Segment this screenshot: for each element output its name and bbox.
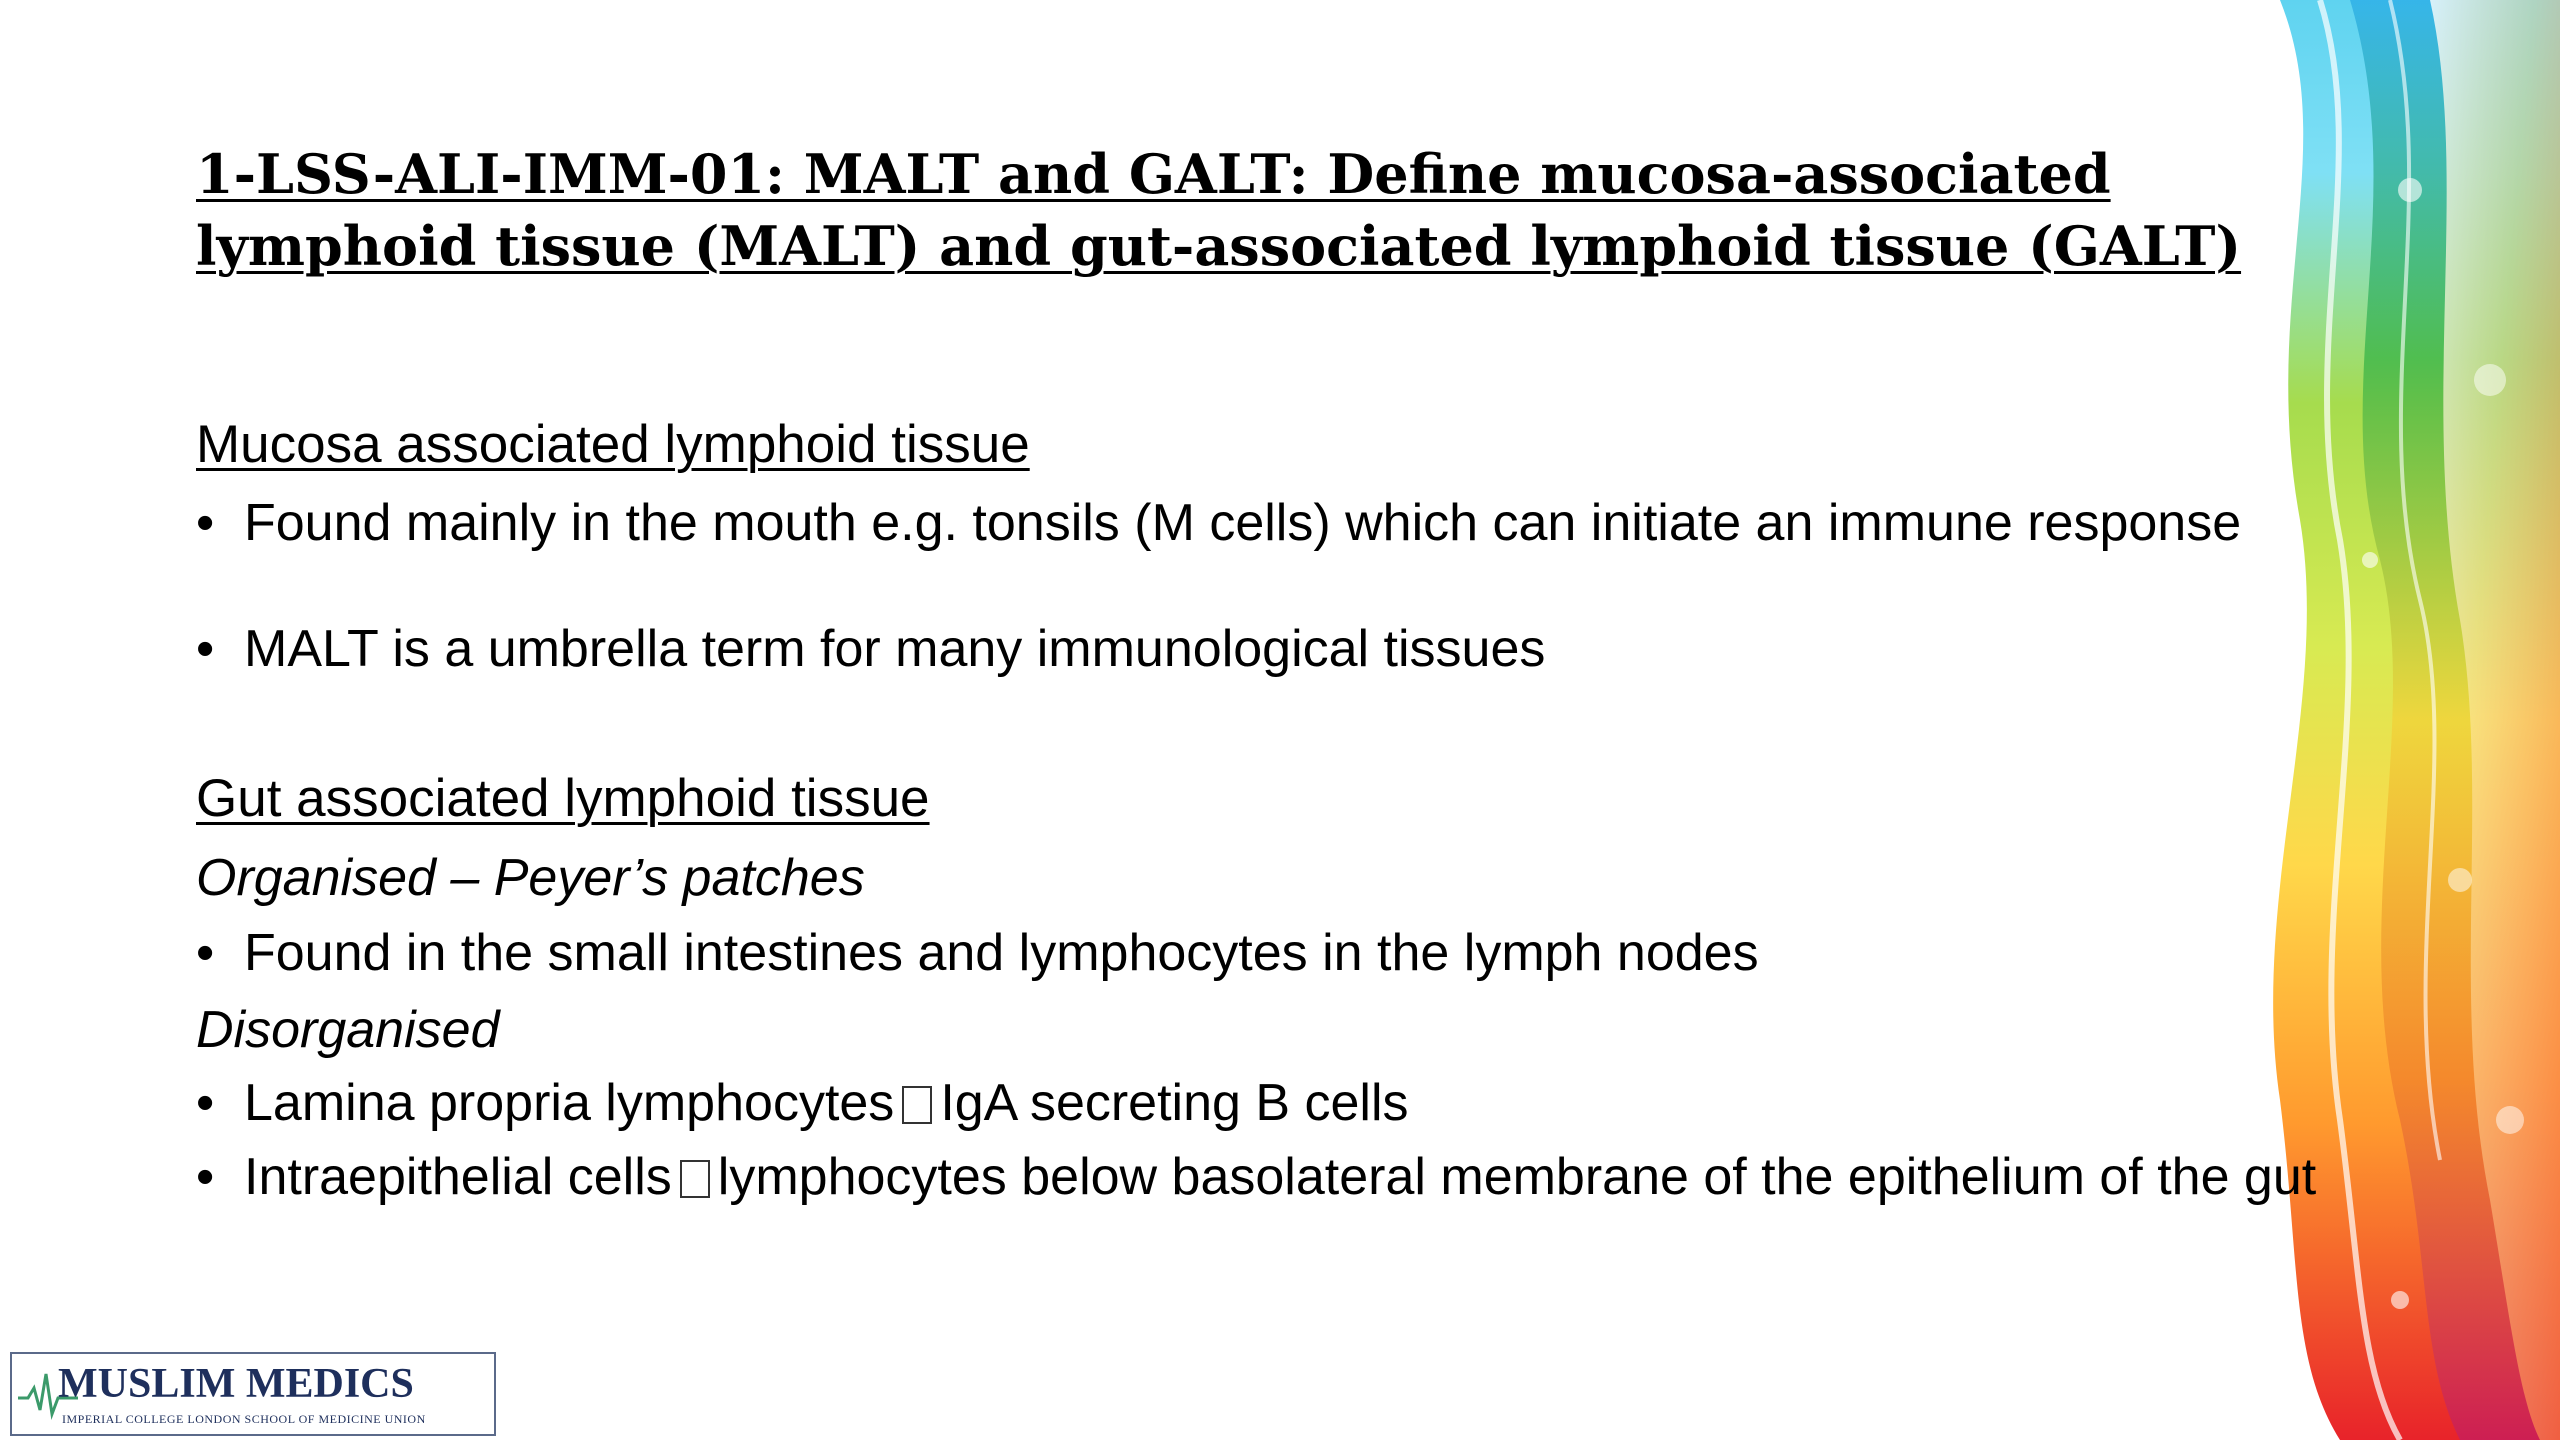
missing-glyph-arrow-icon — [680, 1160, 710, 1198]
malt-bullet-2 — [196, 620, 2346, 678]
disorganised-label: Disorganised — [196, 1001, 500, 1059]
organised-label: Organised – Peyer’s patches — [196, 849, 865, 907]
muslim-medics-logo — [10, 1352, 496, 1436]
bullet-text: MALT is a umbrella term for many immunological tissues — [244, 620, 1546, 678]
bullet-text-after: IgA secreting B cells — [940, 1074, 1409, 1132]
bullet-dot: • — [196, 620, 215, 678]
disorganised-bullet-2 — [196, 1148, 2346, 1206]
logo-subtitle: IMPERIAL COLLEGE LONDON SCHOOL OF MEDICINE UNION — [62, 1412, 426, 1426]
malt-bullet-1 — [196, 494, 2346, 552]
bullet-text: Found mainly in the mouth e.g. tonsils (M cells) which can initiate an immune response — [244, 494, 2242, 552]
logo-name: MUSLIM MEDICS — [58, 1361, 414, 1407]
bullet-text-after: lymphocytes below basolateral membrane of the epithelium of the gut — [717, 1148, 2317, 1206]
bullet-dot: • — [196, 924, 215, 982]
disorganised-bullet-1 — [196, 1074, 2346, 1132]
bullet-dot: • — [196, 494, 215, 552]
bullet-text: Found in the small intestines and lymphocytes in the lymph nodes — [244, 924, 1759, 982]
bullet-text — [244, 1148, 2346, 1206]
bullet-text-before: Intraepithelial cells — [244, 1148, 672, 1206]
bullet-text — [244, 1074, 2346, 1132]
bullet-text-before: Lamina propria lymphocytes — [244, 1074, 895, 1132]
galt-heading: Gut associated lymphoid tissue — [196, 769, 930, 828]
organised-bullet — [196, 924, 2346, 982]
missing-glyph-arrow-icon — [902, 1086, 932, 1124]
malt-heading: Mucosa associated lymphoid tissue — [196, 415, 1030, 474]
bullet-dot: • — [196, 1074, 215, 1132]
bullet-dot: • — [196, 1148, 215, 1206]
slide-title: 1-LSS-ALI-IMM-01: MALT and GALT: Define mucosa-associated lymphoid tissue (MALT) and gut-associated lymphoid tissue (GALT) — [196, 142, 2242, 278]
